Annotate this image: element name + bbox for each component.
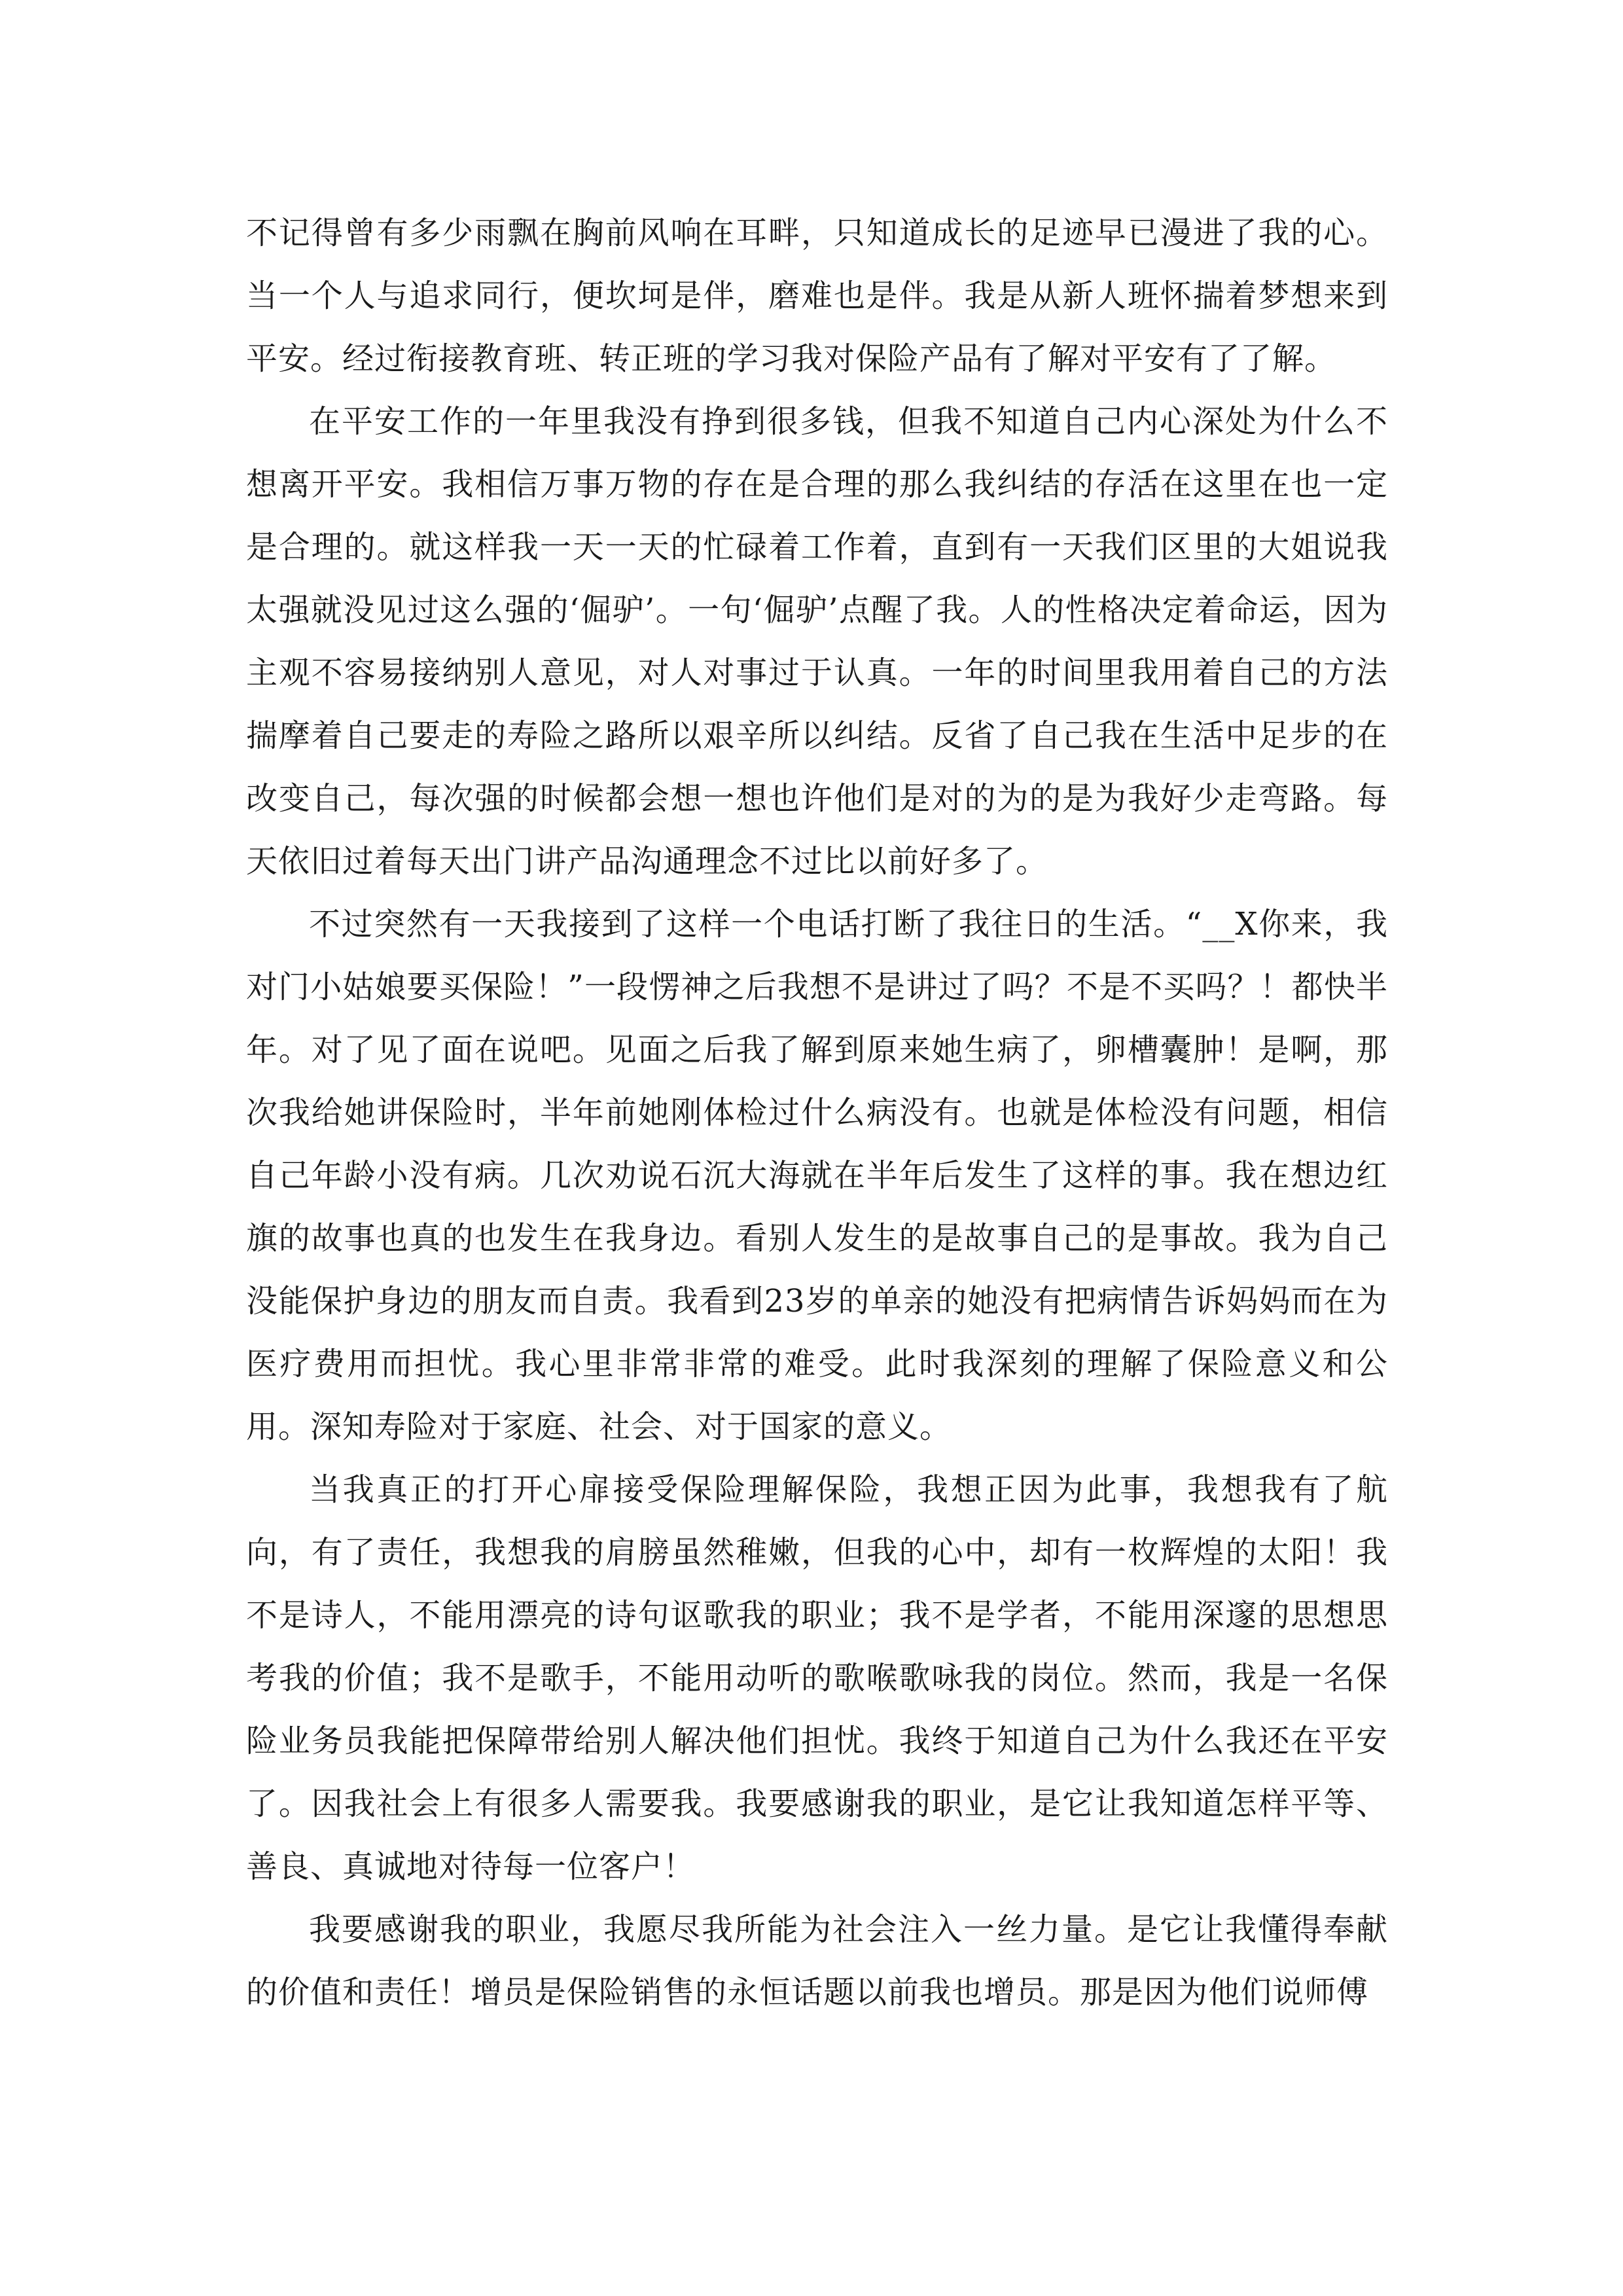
paragraph-4: 当我真正的打开心扉接受保险理解保险，我想正因为此事，我想我有了航向，有了责任，我想我的肩膀虽然稚嫩，但我的心中，却有一枚辉煌的太阳！我不是诗人，不能用漂亮的诗句讴歌我的职业；我不是学者，不能用深邃的思想思考我的价值；我不是歌手，不能用动听的歌喉歌咏我的岗位。然而，我是一名保险业务员我能把保障带给别人解决他们担忧。我终于知道自己为什么我还在平安了。因我社会上有很多人需要我。我要感谢我的职业，是它让我知道怎样平等、善良、真诚地对待每一位客户！ bbox=[246, 1471, 1388, 1885]
paragraph-3: 不过突然有一天我接到了这样一个电话打断了我往日的生活。“__X你来，我对门小姑娘要买保险！”一段愣神之后我想不是讲过了吗？不是不买吗？！都快半年。对了见了面在说吧。见面之后我了解到原来她生病了，卵槽囊肿！是啊，那次我给她讲保险时，半年前她刚体检过什么病没有。也就是体检没有问题，相信自己年龄小没有病。几次劝说石沉大海就在半年后发生了这样的事。我在想边红旗的故事也真的也发生在我身边。看别人发生的是故事自己的是事故。我为自己没能保护身边的朋友而自责。我看到23岁的单亲的她没有把病情告诉妈妈而在为医疗费用而担忧。我心里非常非常的难受。此时我深刻的理解了保险意义和公用。深知寿险对于家庭、社会、对于国家的意义。 bbox=[246, 906, 1388, 1445]
paragraph-5: 我要感谢我的职业，我愿尽我所能为社会注入一丝力量。是它让我懂得奉献的价值和责任！增员是保险销售的永恒话题以前我也增员。那是因为他们说师傅 bbox=[246, 1911, 1388, 2011]
paragraph-1: 不记得曾有多少雨飘在胸前风响在耳畔，只知道成长的足迹早已漫进了我的心。当一个人与追求同行，便坎坷是伴，磨难也是伴。我是从新人班怀揣着梦想来到平安。经过衔接教育班、转正班的学习我对保险产品有了解对平安有了了解。 bbox=[246, 215, 1388, 377]
document-body bbox=[246, 202, 1388, 2024]
paragraph-2: 在平安工作的一年里我没有挣到很多钱，但我不知道自己内心深处为什么不想离开平安。我相信万事万物的存在是合理的那么我纠结的存活在这里在也一定是合理的。就这样我一天一天的忙碌着工作着，直到有一天我们区里的大姐说我太强就没见过这么强的‘倔驴’。一句‘倔驴’点醒了我。人的性格决定着命运，因为主观不容易接纳别人意见，对人对事过于认真。一年的时间里我用着自己的方法揣摩着自己要走的寿险之路所以艰辛所以纠结。反省了自己我在生活中足步的在改变自己，每次强的时候都会想一想也许他们是对的为的是为我好少走弯路。每天依旧过着每天出门讲产品沟通理念不过比以前好多了。 bbox=[246, 403, 1388, 880]
